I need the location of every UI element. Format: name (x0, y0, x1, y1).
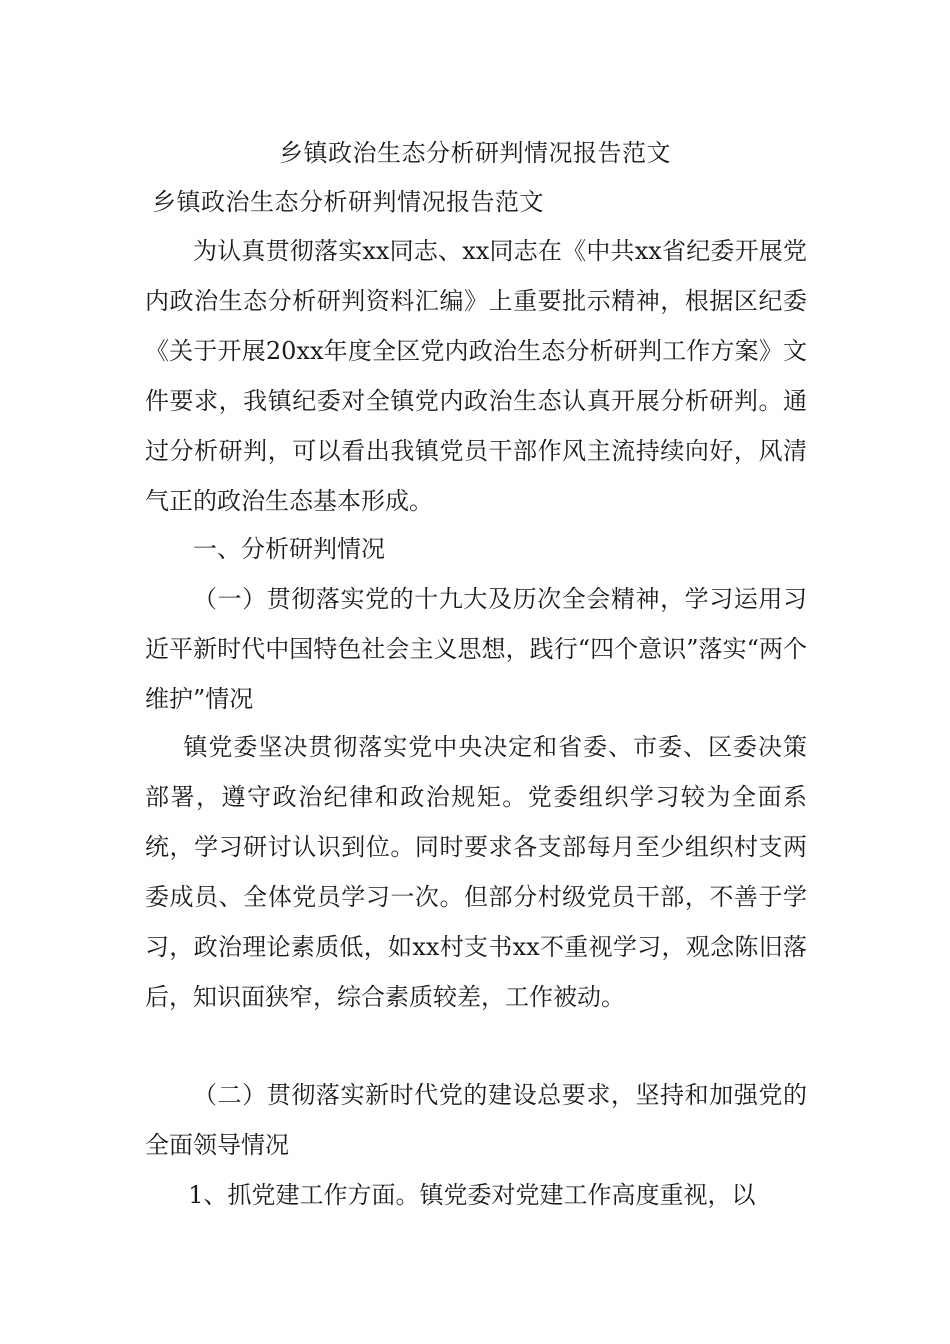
document-title: 乡镇政治生态分析研判情况报告范文 (279, 139, 671, 167)
intro-paragraph: 为认真贯彻落实xx同志、xx同志在《中共xx省纪委开展党内政治生态分析研判资料汇编》上重要批示精神，根据区纪委《关于开展20xx年度全区党内政治生态分析研判工作方案》文件要求，我镇纪委对全镇党内政治生态认真开展分析研判。通过分析研判，可以看出我镇党员干部作风主流持续向好，风清气正的政治生态基本形成。 (145, 237, 807, 515)
list-item-1: 1、抓党建工作方面。镇党委对党建工作高度重视，以 (188, 1181, 756, 1209)
subsection-heading-2: （二）贯彻落实新时代党的建设总要求，坚持和加强党的全面领导情况 (145, 1081, 807, 1159)
section-heading-analysis: 一、分析研判情况 (193, 535, 385, 563)
subsection-heading-1: （一）贯彻落实党的十九大及历次全会精神，学习运用习近平新时代中国特色社会主义思想，践行“四个意识”落实“两个维护”情况 (145, 585, 807, 713)
document-subtitle: 乡镇政治生态分析研判情况报告范文 (152, 188, 544, 216)
subsection-body-1: 镇党委坚决贯彻落实党中央决定和省委、市委、区委决策部署，遵守政治纪律和政治规矩。党委组织学习较为全面系统，学习研讨认识到位。同时要求各支部每月至少组织村支两委成员、全体党员学习一次。但部分村级党员干部，不善于学习，政治理论素质低，如xx村支书xx不重视学习，观念陈旧落后，知识面狭窄，综合素质较差，工作被动。 (145, 733, 807, 1011)
